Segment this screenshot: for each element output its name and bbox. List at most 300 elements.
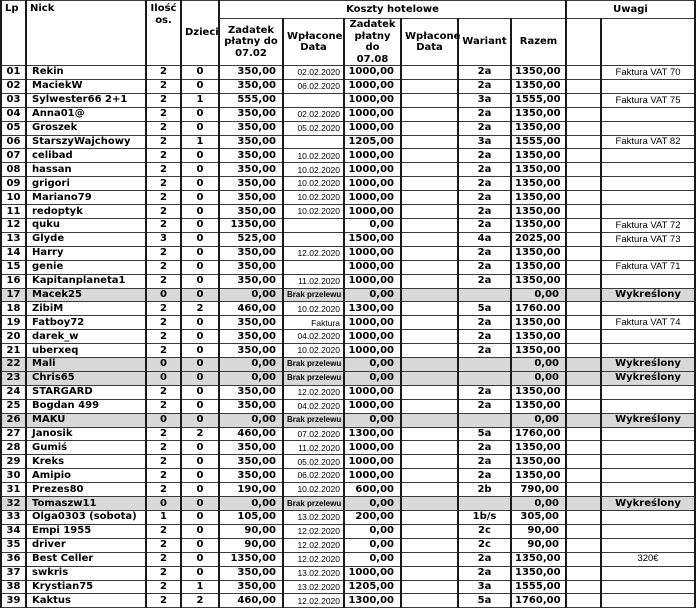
cell-variant: 2a [458,66,511,80]
cell-note: Faktura VAT 72 [601,218,695,232]
cell-paid-date-2 [401,316,458,330]
cell-deposit-2: 1000,00 [344,163,401,177]
cell-nick: STARGARD [26,385,146,399]
cell-total: 1350,00 [511,163,566,177]
cell-persons: 2 [146,177,181,191]
cell-total: 1350,00 [511,330,566,344]
cell-variant: 2a [458,177,511,191]
cell-nick: Amipio [26,469,146,483]
cell-deposit-1: 0,00 [219,371,283,385]
cell-deposit-1: 525,00 [219,232,283,246]
cell-nick: MAKU [26,413,146,427]
cell-paid-date-2 [401,246,458,260]
table-row [1,580,695,594]
cell-deposit-1: 350,00 [219,580,283,594]
cell-persons: 2 [146,469,181,483]
cell-total: 1350,00 [511,316,566,330]
cell-children: 0 [181,455,219,469]
cell-lp: 16 [1,274,26,288]
cell-deposit-1: 350,00 [219,135,283,149]
cell-total: 1555,00 [511,580,566,594]
cell-deposit-2: 1205,00 [344,135,401,149]
cell-paid-date-1: 07.02.2020 [283,427,344,441]
cell-children: 0 [181,191,219,205]
cell-spacer [566,497,601,511]
table-row [1,232,695,246]
table-row [1,191,695,205]
cell-note [601,177,695,191]
cell-deposit-1: 350,00 [219,107,283,121]
table-row [1,344,695,358]
cell-total: 2025,00 [511,232,566,246]
cell-spacer [566,288,601,302]
cell-deposit-1: 0,00 [219,413,283,427]
cell-total: 1350,00 [511,191,566,205]
cell-deposit-1: 350,00 [219,246,283,260]
cell-deposit-2: 0,00 [344,413,401,427]
table-row [1,427,695,441]
cell-paid-date-2 [401,469,458,483]
table-row [1,288,695,302]
cell-note [601,511,695,525]
cell-deposit-1: 350,00 [219,274,283,288]
cell-deposit-1: 90,00 [219,524,283,538]
cell-deposit-1: 350,00 [219,79,283,93]
cell-deposit-2: 0,00 [344,371,401,385]
cell-paid-date-2 [401,511,458,525]
cell-deposit-1: 350,00 [219,163,283,177]
cell-lp: 32 [1,497,26,511]
cell-total: 1350,00 [511,205,566,219]
cell-deposit-1: 350,00 [219,469,283,483]
cell-total: 0,00 [511,413,566,427]
cell-nick: Sylwester66 2+1 [26,93,146,107]
cell-paid-date-2 [401,93,458,107]
cell-paid-date-2 [401,441,458,455]
cell-lp: 10 [1,191,26,205]
cell-deposit-2: 1000,00 [344,191,401,205]
cell-deposit-1: 460,00 [219,427,283,441]
cell-persons: 0 [146,413,181,427]
cell-nick: Mariano79 [26,191,146,205]
cell-note: 320€ [601,552,695,566]
cell-paid-date-2 [401,371,458,385]
cell-spacer [566,455,601,469]
cell-spacer [566,385,601,399]
cell-spacer [566,538,601,552]
col-header-deposit-1: Zadatek płatny do 07.02 [219,19,283,66]
cell-spacer [566,302,601,316]
cell-paid-date-1: Brak przelewu [283,371,344,385]
cell-deposit-1: 0,00 [219,288,283,302]
cell-persons: 2 [146,191,181,205]
cell-children: 0 [181,218,219,232]
cell-variant: 2a [458,79,511,93]
cell-lp: 30 [1,469,26,483]
cell-total: 1760,00 [511,594,566,608]
cell-note: Wykreślony [601,497,695,511]
cell-variant: 2a [458,218,511,232]
cell-paid-date-2 [401,566,458,580]
cell-spacer [566,371,601,385]
cell-deposit-1: 460,00 [219,302,283,316]
cell-paid-date-1: Faktura [283,316,344,330]
cell-children: 0 [181,274,219,288]
cell-persons: 2 [146,566,181,580]
cell-spacer [566,191,601,205]
cell-note [601,385,695,399]
cell-persons: 0 [146,288,181,302]
cell-paid-date-1: 11.02.2020 [283,274,344,288]
table-row [1,93,695,107]
cell-total: 90,00 [511,524,566,538]
cell-total: 1555,00 [511,93,566,107]
table-row [1,399,695,413]
cell-nick: Olga0303 (sobota) [26,511,146,525]
cell-deposit-2: 1000,00 [344,566,401,580]
cell-spacer [566,483,601,497]
cell-paid-date-2 [401,552,458,566]
cell-deposit-2: 600,00 [344,483,401,497]
cell-spacer [566,441,601,455]
cell-total: 305,00 [511,511,566,525]
cell-variant: 2a [458,191,511,205]
cell-note [601,205,695,219]
cell-lp: 33 [1,511,26,525]
col-header-lp: Lp [1,1,26,66]
cell-deposit-2: 0,00 [344,358,401,372]
cell-note: Faktura VAT 70 [601,66,695,80]
cell-nick: Tomaszw11 [26,497,146,511]
cell-deposit-1: 0,00 [219,497,283,511]
header-row-1 [1,1,695,19]
cell-total: 1350,00 [511,455,566,469]
table-row [1,274,695,288]
cell-paid-date-2 [401,455,458,469]
cell-persons: 2 [146,552,181,566]
cell-paid-date-1 [283,218,344,232]
cell-children: 0 [181,358,219,372]
cell-deposit-2: 1000,00 [344,66,401,80]
cell-note [601,107,695,121]
cell-deposit-2: 1000,00 [344,107,401,121]
cell-lp: 19 [1,316,26,330]
cell-children: 0 [181,538,219,552]
cell-deposit-1: 350,00 [219,177,283,191]
cell-persons: 2 [146,330,181,344]
cell-paid-date-2 [401,358,458,372]
cell-paid-date-1: 12.02.2020 [283,246,344,260]
cell-nick: MaciekW [26,79,146,93]
col-header-paid-date-2: Wpłacone Data [401,19,458,66]
cell-lp: 06 [1,135,26,149]
cell-note [601,149,695,163]
cell-children: 0 [181,371,219,385]
cell-children: 0 [181,66,219,80]
table-row [1,455,695,469]
cell-persons: 2 [146,483,181,497]
cell-nick: Glyde [26,232,146,246]
table-row [1,177,695,191]
cell-children: 0 [181,121,219,135]
cell-note [601,246,695,260]
cell-persons: 2 [146,594,181,608]
cell-deposit-2: 1000,00 [344,79,401,93]
cell-children: 0 [181,260,219,274]
cell-paid-date-2 [401,288,458,302]
col-header-nick: Nick [26,1,146,66]
cell-deposit-1: 460,00 [219,594,283,608]
cell-note [601,274,695,288]
cell-persons: 2 [146,524,181,538]
cell-persons: 2 [146,163,181,177]
cell-note [601,441,695,455]
cell-paid-date-1: Brak przelewu [283,288,344,302]
cell-note: Wykreślony [601,358,695,372]
table-row [1,441,695,455]
cell-lp: 22 [1,358,26,372]
cell-persons: 2 [146,218,181,232]
cell-total: 1350,00 [511,566,566,580]
table-row [1,163,695,177]
cell-variant: 2a [458,385,511,399]
cell-variant: 2a [458,205,511,219]
cell-persons: 2 [146,385,181,399]
cell-note [601,455,695,469]
cell-paid-date-2 [401,232,458,246]
cell-spacer [566,580,601,594]
cell-spacer [566,66,601,80]
cell-spacer [566,232,601,246]
cell-paid-date-2 [401,107,458,121]
table-body [1,66,695,608]
cell-persons: 2 [146,427,181,441]
cell-lp: 28 [1,441,26,455]
cell-variant [458,371,511,385]
cell-spacer [566,552,601,566]
cell-deposit-2: 1300,00 [344,594,401,608]
cell-children: 0 [181,149,219,163]
cell-paid-date-1: 10.02.2020 [283,483,344,497]
cell-paid-date-1: 04.02.2020 [283,330,344,344]
cell-nick: Kreks [26,455,146,469]
cell-deposit-1: 350,00 [219,344,283,358]
cell-variant [458,497,511,511]
cell-note: Faktura VAT 82 [601,135,695,149]
cell-deposit-1: 350,00 [219,441,283,455]
cell-note: Faktura VAT 75 [601,93,695,107]
cell-persons: 2 [146,79,181,93]
cell-children: 0 [181,469,219,483]
cell-paid-date-1: 10.02.2020 [283,302,344,316]
cell-nick: hassan [26,163,146,177]
cell-lp: 20 [1,330,26,344]
cell-deposit-1: 350,00 [219,399,283,413]
cell-lp: 18 [1,302,26,316]
cell-variant: 2a [458,316,511,330]
cell-paid-date-2 [401,580,458,594]
cell-paid-date-2 [401,497,458,511]
cell-paid-date-2 [401,260,458,274]
cell-spacer [566,163,601,177]
cell-total: 1350,00 [511,552,566,566]
cell-paid-date-1: 06.02.2020 [283,79,344,93]
cell-note [601,580,695,594]
cell-children: 0 [181,552,219,566]
cell-paid-date-1: 12.02.2020 [283,538,344,552]
table-row [1,538,695,552]
cell-total: 1350,00 [511,274,566,288]
table-row [1,524,695,538]
cell-paid-date-1: 12.02.2020 [283,385,344,399]
table-row [1,511,695,525]
cell-variant: 2a [458,469,511,483]
cell-paid-date-2 [401,594,458,608]
cell-deposit-2: 1000,00 [344,441,401,455]
cell-paid-date-2 [401,302,458,316]
cell-nick: Mali [26,358,146,372]
cell-lp: 26 [1,413,26,427]
cell-nick: celibad [26,149,146,163]
cell-paid-date-1 [283,135,344,149]
cell-note: Wykreślony [601,413,695,427]
cell-nick: Groszek [26,121,146,135]
cell-nick: StarszyWajchowy [26,135,146,149]
cell-persons: 2 [146,135,181,149]
cell-persons: 0 [146,497,181,511]
cell-spacer [566,149,601,163]
cell-spacer [566,469,601,483]
cell-deposit-2: 1300,00 [344,302,401,316]
cell-total: 1350,00 [511,441,566,455]
cell-spacer [566,246,601,260]
cell-variant: 2c [458,524,511,538]
cell-deposit-2: 1000,00 [344,177,401,191]
cell-total: 1350,00 [511,177,566,191]
cell-spacer [566,427,601,441]
cell-spacer [566,344,601,358]
table-row [1,358,695,372]
cell-paid-date-1: 05.02.2020 [283,455,344,469]
cell-children: 0 [181,497,219,511]
cell-total: 1555,00 [511,135,566,149]
table-row [1,246,695,260]
cell-total: 1350,00 [511,149,566,163]
cell-total: 1350,00 [511,385,566,399]
cell-total: 790,00 [511,483,566,497]
cell-variant: 2b [458,483,511,497]
cell-note [601,344,695,358]
cell-deposit-2: 1000,00 [344,246,401,260]
cell-deposit-1: 350,00 [219,205,283,219]
cell-nick: Prezes80 [26,483,146,497]
cell-nick: Krystian75 [26,580,146,594]
cell-variant: 2a [458,566,511,580]
cell-spacer [566,121,601,135]
cell-persons: 2 [146,107,181,121]
cell-paid-date-1: Brak przelewu [283,358,344,372]
cell-deposit-2: 0,00 [344,524,401,538]
cell-children: 0 [181,441,219,455]
cell-persons: 2 [146,538,181,552]
cell-deposit-2: 1000,00 [344,344,401,358]
cell-deposit-1: 350,00 [219,455,283,469]
cell-variant: 2a [458,330,511,344]
cell-deposit-2: 0,00 [344,552,401,566]
cell-paid-date-1: 12.02.2020 [283,594,344,608]
cell-children: 0 [181,511,219,525]
cell-children: 0 [181,385,219,399]
cell-total: 1350,00 [511,66,566,80]
table-row [1,66,695,80]
cell-deposit-2: 1000,00 [344,149,401,163]
col-header-total: Razem [511,19,566,66]
cell-variant: 3a [458,93,511,107]
cell-nick: Janosik [26,427,146,441]
cell-lp: 38 [1,580,26,594]
cell-persons: 2 [146,316,181,330]
cell-lp: 07 [1,149,26,163]
cell-paid-date-1: 10.02.2020 [283,163,344,177]
cell-note [601,469,695,483]
cell-deposit-1: 0,00 [219,358,283,372]
col-header-variant: Wariant [458,19,511,66]
cell-nick: ZibiM [26,302,146,316]
cell-deposit-2: 1000,00 [344,330,401,344]
cell-paid-date-1: 12.02.2020 [283,552,344,566]
cell-nick: redoptyk [26,205,146,219]
cell-children: 2 [181,594,219,608]
cell-children: 0 [181,483,219,497]
cell-deposit-2: 200,00 [344,511,401,525]
cell-note: Wykreślony [601,288,695,302]
cell-nick: swkris [26,566,146,580]
cell-total: 1350,00 [511,107,566,121]
cell-variant [458,413,511,427]
cell-note [601,163,695,177]
cell-children: 1 [181,93,219,107]
cell-deposit-1: 1350,00 [219,218,283,232]
cell-children: 0 [181,177,219,191]
cell-children: 1 [181,580,219,594]
cell-variant: 5a [458,302,511,316]
cell-children: 0 [181,399,219,413]
cell-deposit-2: 1000,00 [344,399,401,413]
cell-paid-date-1: Brak przelewu [283,497,344,511]
cell-deposit-2: 1000,00 [344,455,401,469]
cell-nick: Macek25 [26,288,146,302]
cell-children: 0 [181,232,219,246]
cell-lp: 04 [1,107,26,121]
cell-total: 1350,00 [511,79,566,93]
cell-paid-date-1: 06.02.2020 [283,469,344,483]
cell-persons: 2 [146,66,181,80]
cell-lp: 12 [1,218,26,232]
cell-variant: 3a [458,580,511,594]
cell-paid-date-2 [401,149,458,163]
cell-paid-date-2 [401,218,458,232]
cell-nick: Gumiś [26,441,146,455]
cell-nick: uberxeq [26,344,146,358]
cell-lp: 21 [1,344,26,358]
cell-total: 1350,00 [511,218,566,232]
cell-paid-date-2 [401,274,458,288]
col-header-children: Dzieci [181,1,219,66]
cell-paid-date-1: 11.02.2020 [283,441,344,455]
cell-persons: 1 [146,511,181,525]
cell-children: 0 [181,163,219,177]
cell-spacer [566,218,601,232]
